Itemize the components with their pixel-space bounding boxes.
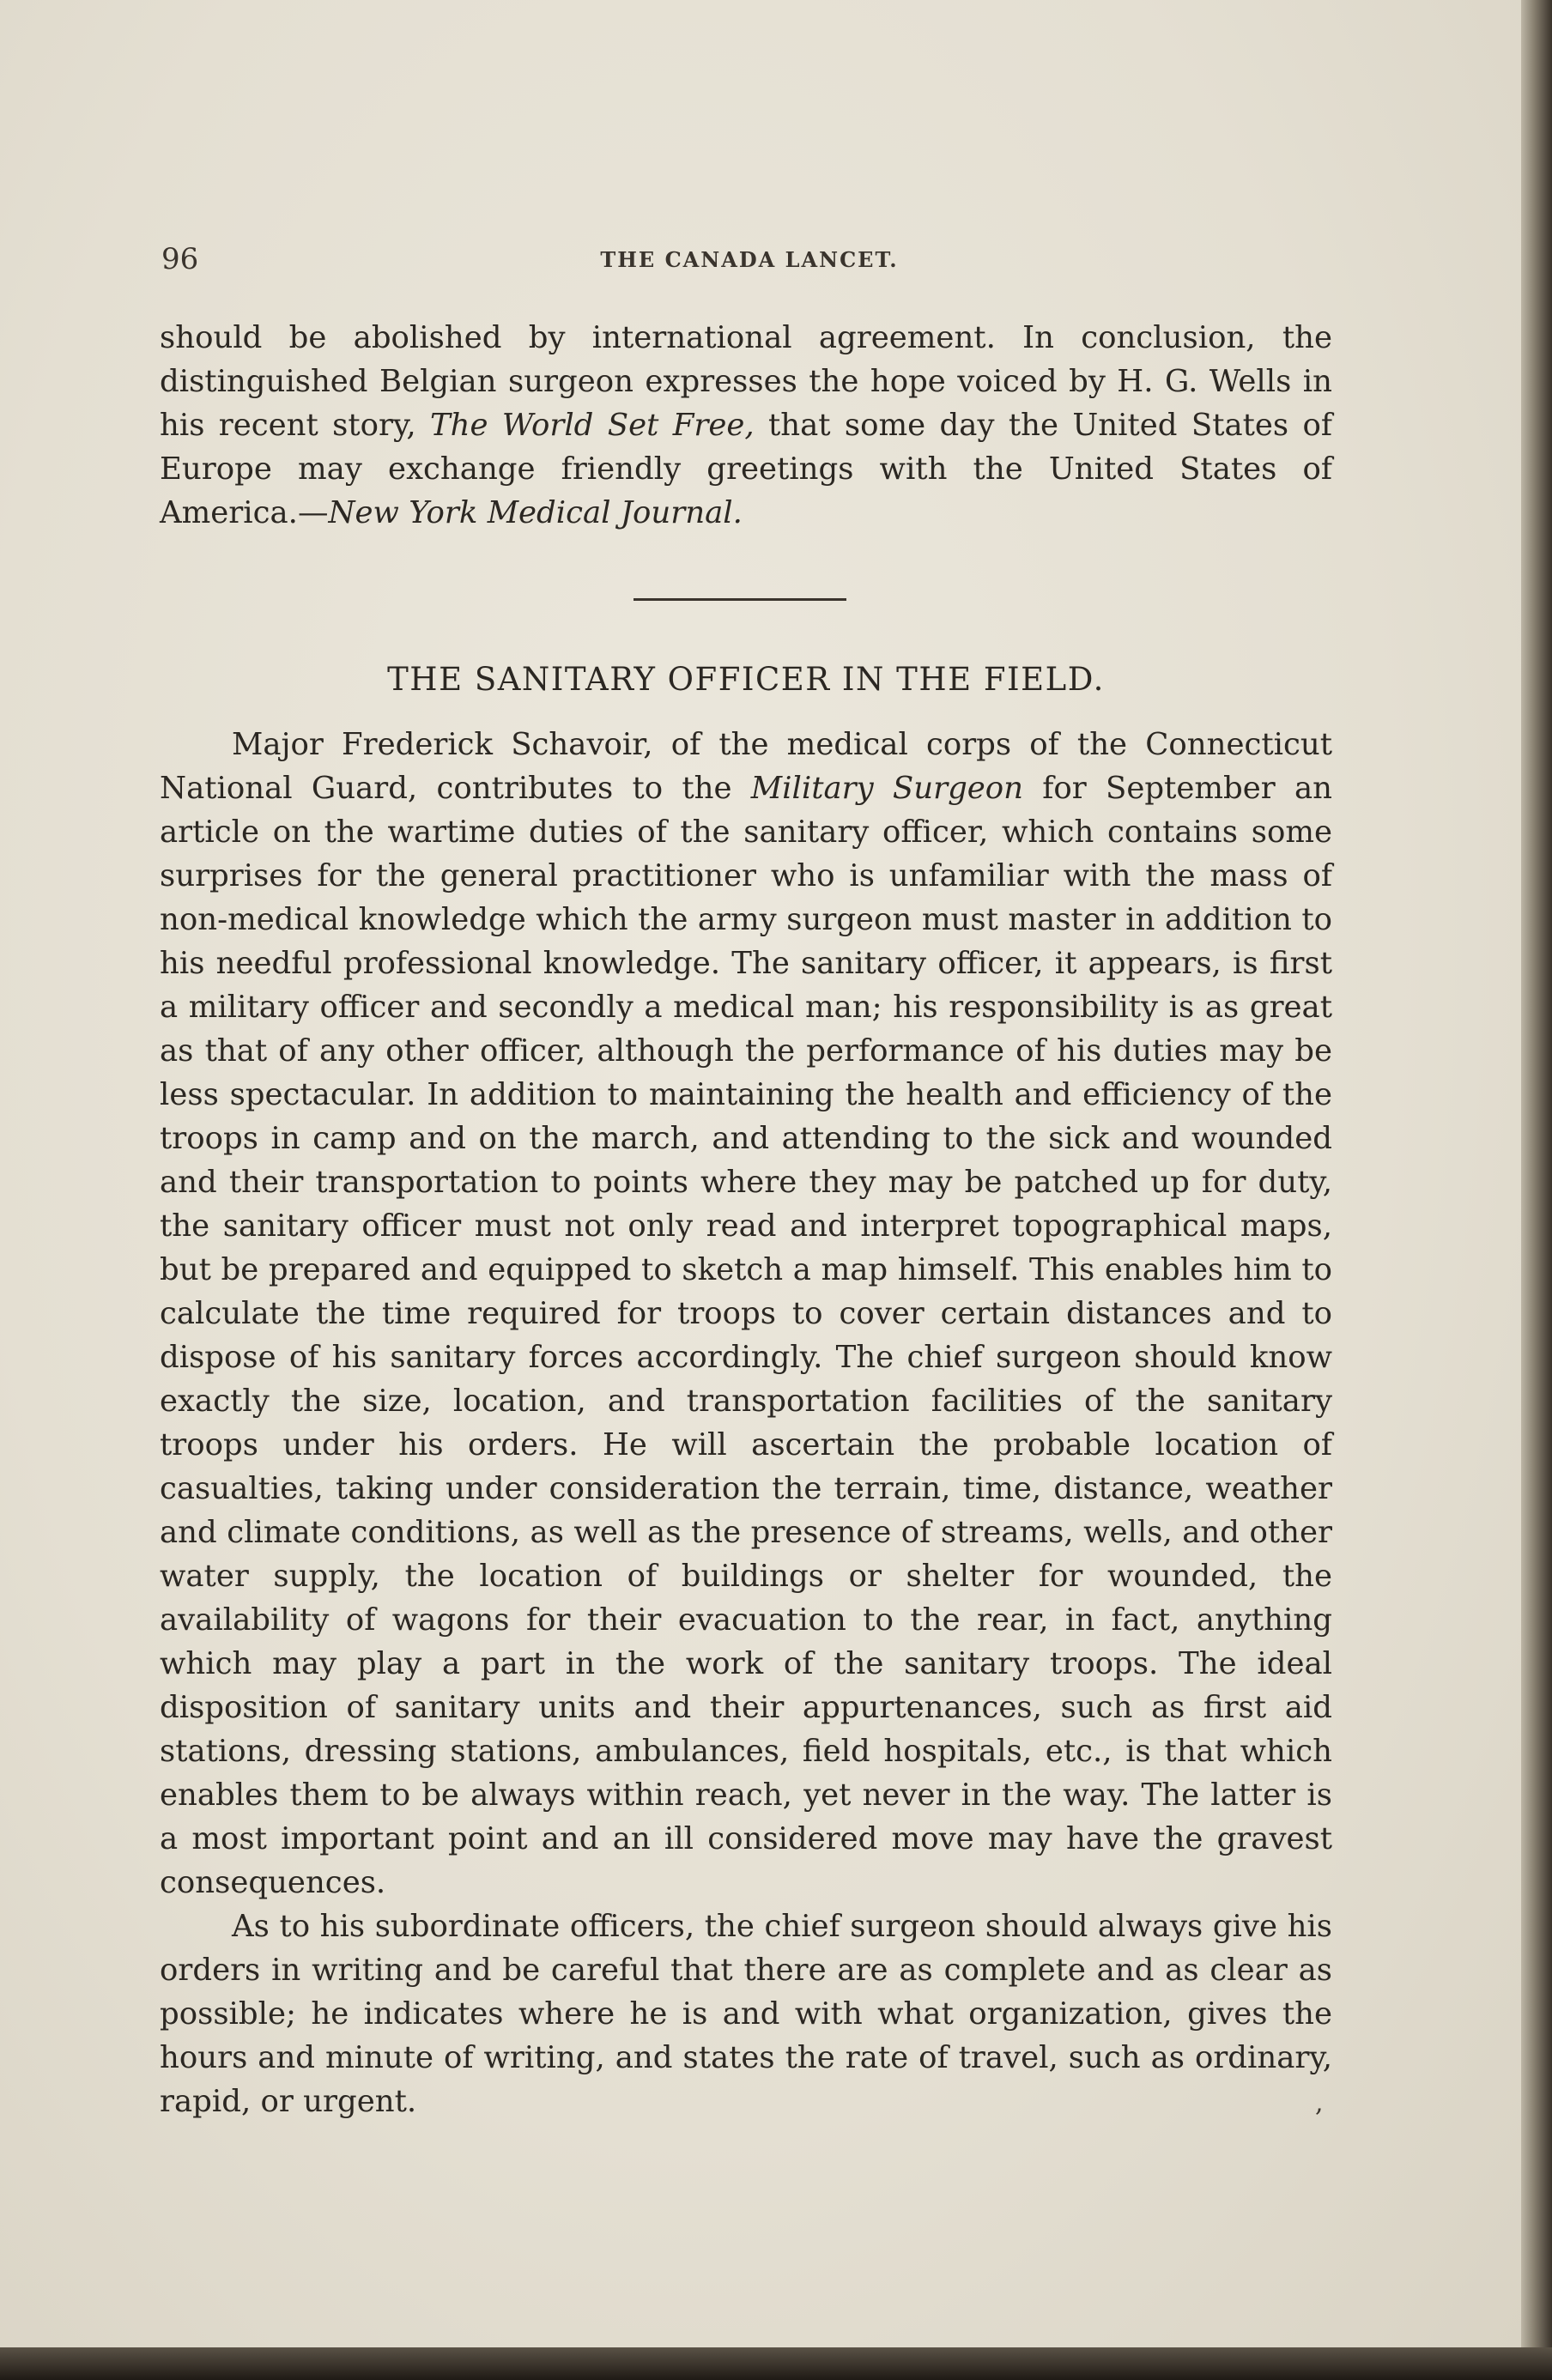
intro-text — [160, 316, 1332, 535]
article-title: THE SANITARY OFFICER IN THE FIELD. — [387, 661, 1105, 698]
intro-text-part-2: that some day the United States of Europe may exchange friendly greetings with the United States of America.— — [160, 408, 1332, 530]
paragraph-1-part-2: for September an article on the wartime duties of the sanitary officer, which contains some surprises for the general practitioner who is unfamiliar with the mass of non-medical knowledge which the army surgeon must master in addition to his needful professional knowledge. The sanitary officer, it appears, is first a military officer and secondly a medical man; his responsibility is as great as that of any other officer, although the performance of his duties may be less spectacular. In addition to maintaining the health and efficiency of the troops in camp and on the march, and attending to the sick and wounded and their transportation to points where they may be patched up for duty, the sanitary officer must not only read and interpret topographical maps, but be prepared and equipped to sketch a map himself. This enables him to calculate the time required for troops to cover certain distances and to dispose of his sanitary forces accordingly. The chief surgeon should know exactly the size, location, and transportation facilities of the sanitary troops under his orders. He will ascertain the probable location of casualties, taking under consideration the terrain, time, distance, weather and climate conditions, as well as the presence of streams, wells, and other water supply, the location of buildings or shelter for wounded, the availability of wagons for their evacuation to the rear, in fact, anything which may play a part in the work of the sanitary troops. The ideal disposition of sanitary units and their appurtenances, such as first aid stations, dressing stations, ambulances, field hospitals, etc., is that which enables them to be always within reach, yet never in the way. The latter is a most important point and an ill considered move may have the gravest consequences. — [160, 771, 1333, 1900]
paragraph-2-text: As to his subordinate officers, the chief surgeon should always give his orders in writing and be careful that there are as complete and as clear as possible; he indicates where he is and with what organization, gives the hours and minute of writing, and states the rate of travel, such as ordinary, rapid, or urgent. — [160, 1909, 1332, 2119]
article-paragraph-2 — [160, 1905, 1332, 2123]
intro-text-part-1: should be abolished by international agreement. In conclusion, the distinguished Belgian surgeon expresses the hope voiced by H. G. Wells in his recent story, — [160, 320, 1332, 443]
article-paragraph-1 — [160, 723, 1332, 1905]
running-header — [161, 242, 1337, 285]
paragraph-1-italic-journal: Military Surgeon — [750, 771, 1024, 806]
journal-title: THE CANADA LANCET. — [600, 247, 899, 272]
page-bottom-edge — [0, 2347, 1552, 2380]
stray-comma-mark: , — [1315, 2088, 1324, 2118]
intro-italic-source: New York Medical Journal. — [328, 495, 743, 530]
article-body — [160, 723, 1332, 2123]
page-number: 96 — [161, 242, 199, 276]
paragraph-1-part-1: Major Frederick Schavoir, of the medical corps of the Connecticut National Guard, contributes to the — [160, 727, 1332, 806]
page-right-edge — [1521, 0, 1552, 2380]
section-divider — [634, 598, 846, 601]
intro-italic-book-title: The World Set Free, — [429, 408, 755, 443]
intro-paragraph — [160, 316, 1332, 535]
